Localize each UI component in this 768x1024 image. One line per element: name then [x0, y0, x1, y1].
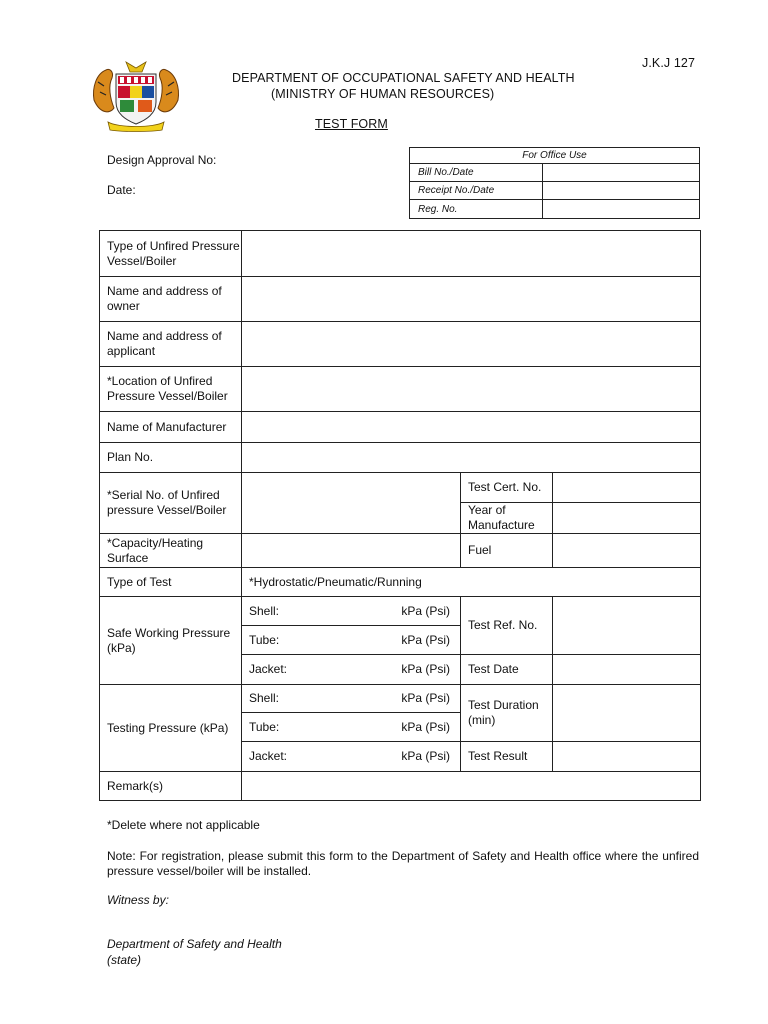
- location-field[interactable]: [242, 367, 701, 412]
- unit-label: kPa (Psi): [401, 691, 450, 705]
- serial-no-label: *Serial No. of Unfired pressure Vessel/Boiler: [100, 473, 242, 534]
- witness-label: Witness by:: [107, 893, 169, 907]
- safe-working-pressure-label: Safe Working Pressure (kPa): [100, 597, 242, 685]
- reg-no-label: Reg. No.: [410, 200, 543, 219]
- unit-label: kPa (Psi): [401, 662, 450, 676]
- test-date-field[interactable]: [553, 655, 701, 685]
- unit-label: kPa (Psi): [401, 632, 450, 647]
- test-cert-field[interactable]: [553, 473, 701, 503]
- vessel-type-field[interactable]: [242, 231, 701, 277]
- state-label: (state): [107, 953, 142, 967]
- plan-no-field[interactable]: [242, 443, 701, 473]
- test-duration-field[interactable]: [553, 685, 701, 742]
- manufacturer-field[interactable]: [242, 412, 701, 443]
- vessel-type-label: Type of Unfired Pressure Vessel/Boiler: [100, 231, 242, 277]
- test-ref-label: Test Ref. No.: [461, 597, 553, 655]
- bill-no-field[interactable]: [543, 164, 700, 182]
- owner-label: Name and address of owner: [100, 277, 242, 322]
- tp-shell-row[interactable]: [242, 685, 461, 713]
- fuel-label: Fuel: [461, 534, 553, 568]
- design-approval-label: Design Approval No:: [107, 153, 217, 167]
- delete-note: *Delete where not applicable: [107, 818, 260, 832]
- serial-no-field[interactable]: [242, 473, 461, 534]
- date-label: Date:: [107, 183, 136, 197]
- receipt-no-field[interactable]: [543, 182, 700, 200]
- manufacturer-label: Name of Manufacturer: [100, 412, 242, 443]
- tube-label: Tube:: [249, 632, 280, 647]
- applicant-label: Name and address of applicant: [100, 322, 242, 367]
- main-form-table: [99, 230, 701, 801]
- type-of-test-value: *Hydrostatic/Pneumatic/Running: [242, 568, 701, 597]
- office-use-table: [409, 147, 700, 219]
- unit-label: kPa (Psi): [401, 719, 450, 734]
- fuel-field[interactable]: [553, 534, 701, 568]
- test-result-label: Test Result: [461, 742, 553, 772]
- swp-jacket-row[interactable]: [242, 655, 461, 685]
- owner-field[interactable]: [242, 277, 701, 322]
- capacity-field[interactable]: [242, 534, 461, 568]
- year-label: Year of Manufacture: [461, 503, 553, 534]
- remarks-label: Remark(s): [100, 772, 242, 801]
- location-label: *Location of Unfired Pressure Vessel/Boiler: [100, 367, 242, 412]
- testing-pressure-label: Testing Pressure (kPa): [100, 685, 242, 772]
- coat-of-arms-logo: [88, 60, 184, 132]
- swp-shell-row[interactable]: [242, 597, 461, 626]
- tp-jacket-row[interactable]: [242, 742, 461, 772]
- type-of-test-label: Type of Test: [100, 568, 242, 597]
- tube-label: Tube:: [249, 719, 280, 734]
- department-title: DEPARTMENT OF OCCUPATIONAL SAFETY AND HEALTH: [232, 71, 575, 85]
- test-duration-label: Test Duration (min): [461, 685, 553, 742]
- unit-label: kPa (Psi): [401, 749, 450, 763]
- form-title: TEST FORM: [315, 117, 388, 131]
- shell-label: Shell:: [249, 603, 280, 618]
- test-ref-field[interactable]: [553, 597, 701, 655]
- office-use-title: For Office Use: [410, 148, 700, 164]
- malaysia-coat-of-arms-icon: [88, 60, 184, 132]
- reg-no-field[interactable]: [543, 200, 700, 219]
- receipt-no-label: Receipt No./Date: [410, 182, 543, 200]
- shell-label: Shell:: [249, 691, 280, 705]
- test-cert-label: Test Cert. No.: [461, 473, 553, 503]
- test-result-field[interactable]: [553, 742, 701, 772]
- capacity-label: *Capacity/Heating Surface: [100, 534, 242, 568]
- unit-label: kPa (Psi): [401, 603, 450, 618]
- year-field[interactable]: [553, 503, 701, 534]
- swp-tube-row[interactable]: [242, 626, 461, 655]
- jacket-label: Jacket:: [249, 749, 288, 763]
- bill-no-label: Bill No./Date: [410, 164, 543, 182]
- department-sign-label: Department of Safety and Health: [107, 937, 282, 951]
- form-code: J.K.J 127: [642, 56, 696, 70]
- jacket-label: Jacket:: [249, 662, 288, 676]
- registration-note: Note: For registration, please submit this form to the Department of Safety and Health office where the unfired pressure vessel/boiler will be installed.: [107, 849, 699, 878]
- ministry-title: (MINISTRY OF HUMAN RESOURCES): [271, 87, 495, 101]
- plan-no-label: Plan No.: [100, 443, 242, 473]
- applicant-field[interactable]: [242, 322, 701, 367]
- tp-tube-row[interactable]: [242, 713, 461, 742]
- test-date-label: Test Date: [461, 655, 553, 685]
- remarks-field[interactable]: [242, 772, 701, 801]
